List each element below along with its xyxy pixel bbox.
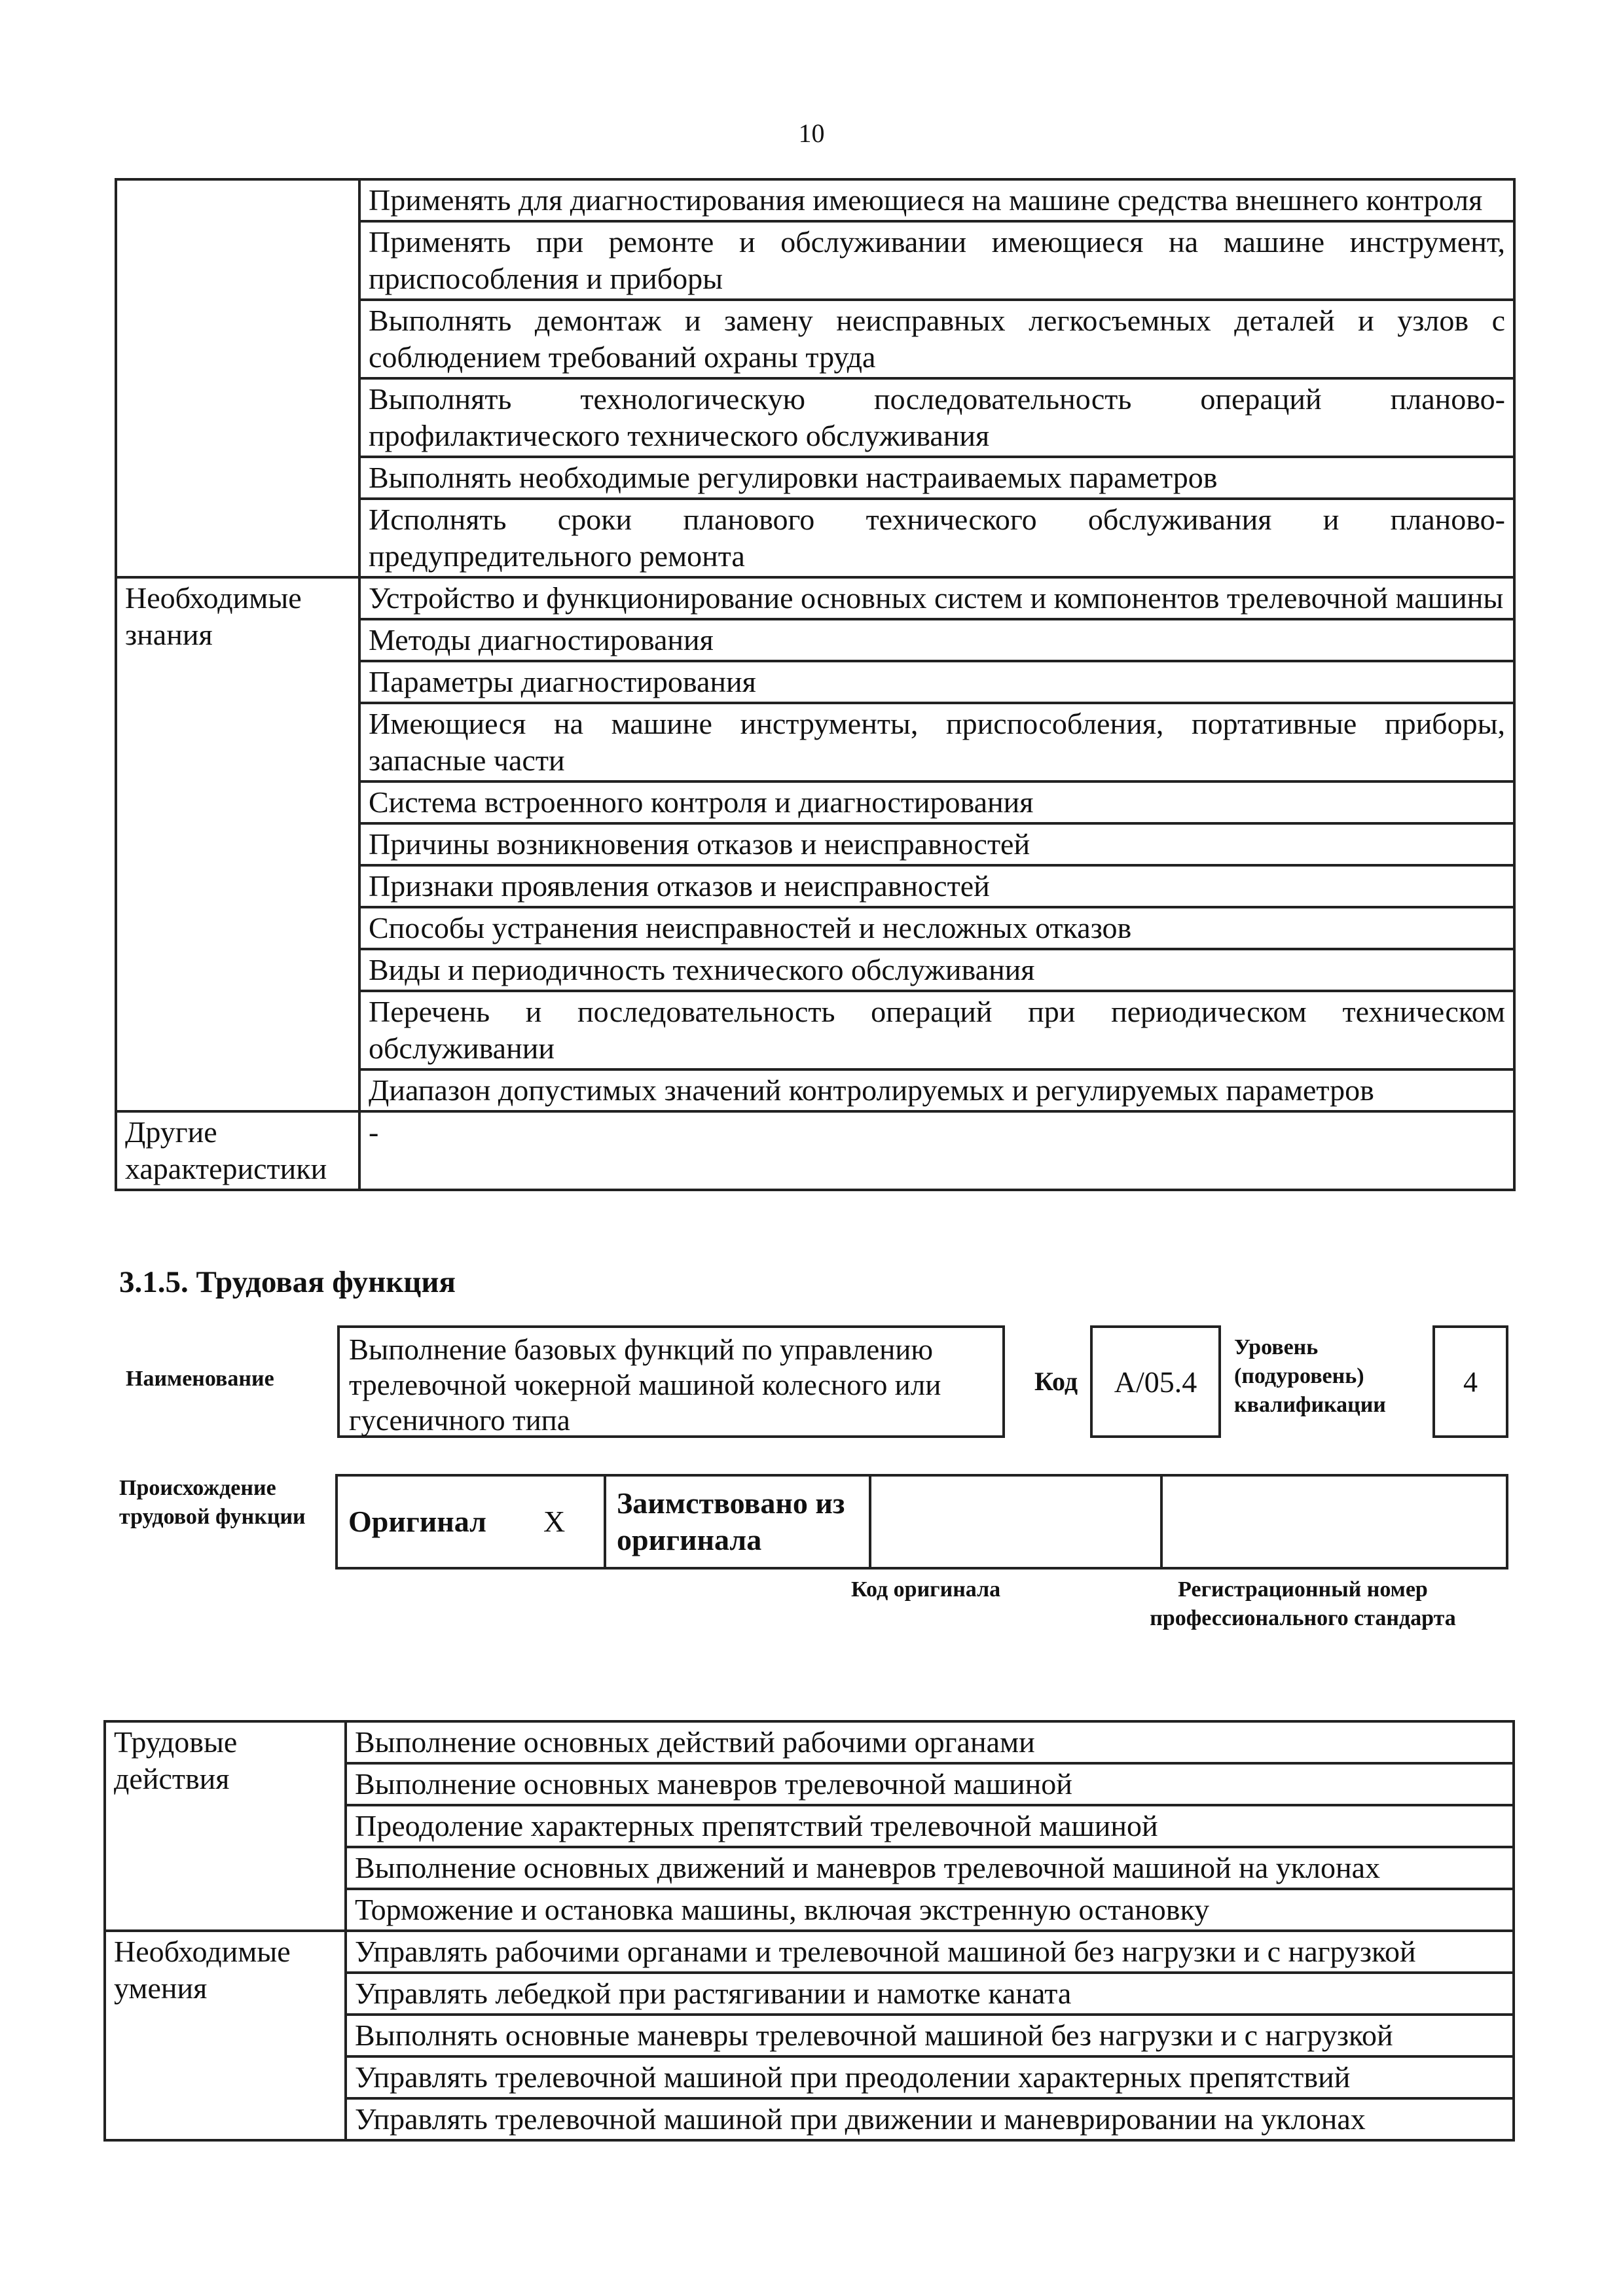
row-item: Выполнение основных маневров трелевочной машиной: [346, 1763, 1514, 1805]
function-name-box: [337, 1325, 1005, 1438]
row-item: Управлять трелевочной машиной при движении и маневрировании на уклонах: [346, 2098, 1514, 2140]
row-label: Необходимые умения: [105, 1931, 346, 2140]
row-item: Перечень и последовательность операций при периодическом техническом обслуживании: [359, 991, 1514, 1069]
row-item: Применять при ремонте и обслуживании имеющиеся на машине инструмент, приспособления и приборы: [359, 221, 1514, 300]
table-row: [116, 179, 1514, 221]
row-label: Необходимые знания: [116, 577, 359, 1111]
row-item: Выполнять демонтаж и замену неисправных легкосъемных деталей и узлов с соблюдением требований охраны труда: [359, 300, 1514, 378]
row-item: Торможение и остановка машины, включая экстренную остановку: [346, 1889, 1514, 1931]
row-item: Применять для диагностирования имеющиеся на машине средства внешнего контроля: [359, 179, 1514, 221]
origin-table: [335, 1474, 1508, 1570]
row-item: Выполнять необходимые регулировки настраиваемых параметров: [359, 457, 1514, 499]
row-item: Управлять лебедкой при растягивании и намотке каната: [346, 1973, 1514, 2015]
row-item: Устройство и функционирование основных систем и компонентов трелевочной машины: [359, 577, 1514, 619]
original-mark: X: [533, 1475, 605, 1568]
row-item: Управлять трелевочной машиной при преодолении характерных препятствий: [346, 2056, 1514, 2098]
original-code-caption: Код оригинала: [851, 1577, 1001, 1602]
code-value: А/05.4: [1114, 1365, 1197, 1399]
row-label: [116, 179, 359, 577]
registration-number-caption: Регистрационный номер профессионального стандарта: [1150, 1577, 1456, 1630]
name-label: Наименование: [126, 1367, 274, 1391]
row-item: Имеющиеся на машине инструменты, приспособления, портативные приборы, запасные части: [359, 703, 1514, 781]
table-row: [116, 1111, 1514, 1190]
page-number: 10: [798, 118, 825, 148]
row-item: Способы устранения неисправностей и несложных отказов: [359, 907, 1514, 949]
row-label: Другие характеристики: [116, 1111, 359, 1190]
row-item: Система встроенного контроля и диагностирования: [359, 781, 1514, 823]
row-item: -: [359, 1111, 1514, 1190]
original-label: Оригинал: [337, 1475, 533, 1568]
row-item: Виды и периодичность технического обслуживания: [359, 949, 1514, 991]
table-row: [116, 577, 1514, 619]
row-item: Управлять рабочими органами и трелевочной машиной без нагрузки и с нагрузкой: [346, 1931, 1514, 1973]
skills-knowledge-table: [115, 178, 1516, 1191]
row-item: Признаки проявления отказов и неисправностей: [359, 865, 1514, 907]
row-item: Выполнение основных движений и маневров трелевочной машиной на уклонах: [346, 1847, 1514, 1889]
registration-number-cell: [1161, 1475, 1507, 1568]
level-value: 4: [1463, 1365, 1478, 1398]
row-item: Диапазон допустимых значений контролируемых и регулируемых параметров: [359, 1069, 1514, 1111]
table-row: [105, 1721, 1514, 1763]
table-row: [105, 1931, 1514, 1973]
level-label: Уровень (подуровень) квалификации: [1234, 1335, 1386, 1417]
origin-label: Происхождение трудовой функции: [119, 1476, 306, 1529]
row-item: Параметры диагностирования: [359, 661, 1514, 703]
row-item: Методы диагностирования: [359, 619, 1514, 661]
row-label: Трудовые действия: [105, 1721, 346, 1931]
level-box: [1432, 1325, 1508, 1438]
borrowed-label: Заимствовано из оригинала: [605, 1475, 870, 1568]
row-item: Исполнять сроки планового технического обслуживания и планово-предупредительного ремонта: [359, 499, 1514, 577]
code-label: Код: [1034, 1367, 1078, 1396]
function-name-value: Выполнение базовых функций по управлению трелевочной чокерной машиной колесного или гусеничного типа: [349, 1333, 941, 1437]
actions-skills-table: [103, 1720, 1515, 2142]
original-code-cell: [870, 1475, 1161, 1568]
row-item: Выполнять технологическую последовательность операций планово-профилактического технического обслуживания: [359, 378, 1514, 457]
row-item: Причины возникновения отказов и неисправностей: [359, 823, 1514, 865]
code-box: [1090, 1325, 1221, 1438]
row-item: Преодоление характерных препятствий трелевочной машиной: [346, 1805, 1514, 1847]
section-title: 3.1.5. Трудовая функция: [119, 1265, 456, 1299]
row-item: Выполнение основных действий рабочими органами: [346, 1721, 1514, 1763]
row-item: Выполнять основные маневры трелевочной машиной без нагрузки и с нагрузкой: [346, 2015, 1514, 2056]
